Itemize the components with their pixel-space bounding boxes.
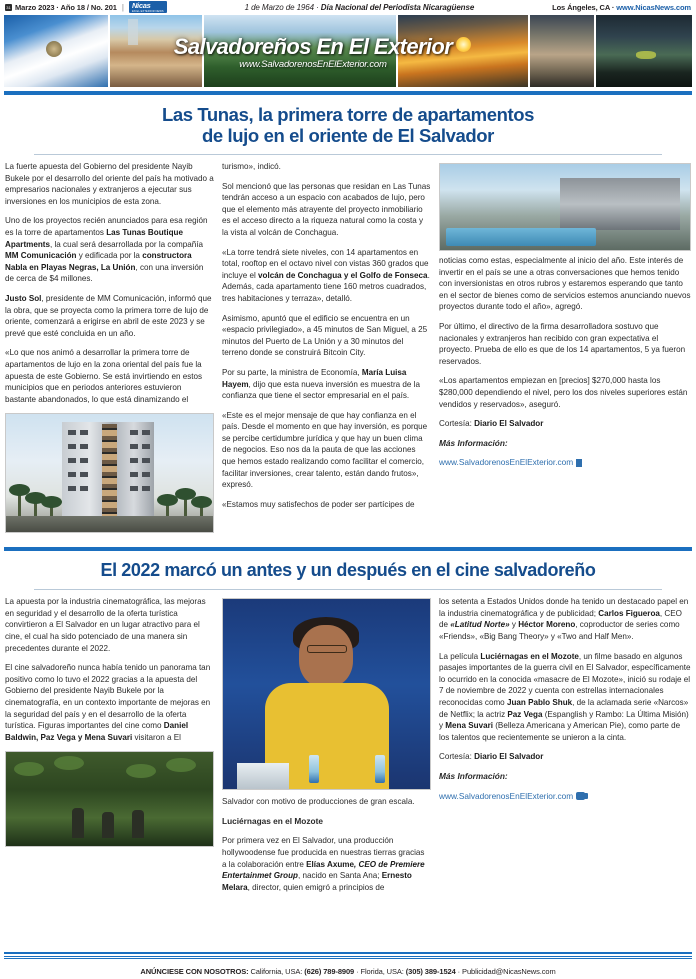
window-shape (130, 430, 138, 435)
a1c1-paragraph-3 (5, 293, 214, 339)
footer-ca-label: California, USA: (248, 967, 305, 976)
footer-rule-thin-2 (4, 958, 692, 959)
heron-bird-photo (596, 15, 692, 87)
a1c1-person-name: Justo Sol (5, 293, 42, 303)
a2c1-paragraph-1: La apuesta por la industria cinematográfica, las mejoras en seguridad y el desarrollo de la oferta turística convirtieron a El Salvador en un lugar atractivo para el cine, el cual ha sido potenciado de una manera sin precedentes durante el 2022. (5, 597, 206, 653)
calendar-icon: 31 (6, 4, 11, 10)
a1c1-p2-a: Uno de los proyectos recién anunciados para esa región es la torre de apartamentos (5, 216, 208, 237)
article2-headline: El 2022 marcó un antes y un después en el cine salvadoreño (100, 560, 596, 581)
a1c1-paragraph-1: La fuerte apuesta del Gobierno del presidente Nayib Bukele por el desarrollo del oriente del país ha motivado a empresarios nacionales y extranjeros a ejecutar sus inversiones en los municipios de esta zona. (5, 162, 214, 206)
a1c1-builder-name: constructora Nabla en Playas Negras, La Unión (5, 251, 192, 272)
a1c2-paragraph-3 (222, 247, 431, 305)
article1-column-3 (439, 161, 691, 541)
a1c1-paragraph-4: «Lo que nos animó a desarrollar la primera torre de apartamentos de lujo en la zona oriental del país fue la apuesta de este Gobierno. Se está invirtiendo en estos municipios que en periodos anteriores estuvieron bastante abandonados, lo que está dinamizando el (5, 348, 203, 404)
a2c3-suvari-name: Mena Suvari (445, 721, 493, 731)
a1c2-paragraph-6: «Este es el mejor mensaje de que hay confianza en el país. Desde el momento en que hay inversión, es porque se percibe certidumbre jurídica y que hay un buen clima de negocios. Eso nos da la pauta de que las acciones que hemos estado realizando como facilitar el comercio, facilitar inversiones, crear talento, están dando frutos», expresó. (222, 410, 428, 490)
nicas-logo[interactable] (129, 1, 167, 13)
footer-rules (0, 952, 696, 960)
a2c3-more-info-label: Más Información: (439, 771, 508, 781)
article2-column-3 (439, 596, 691, 893)
rooftop-pool-render-photo (439, 163, 691, 251)
window-shape (142, 444, 150, 449)
article1-headline-rule (34, 154, 662, 155)
masthead-city: Los Ángeles, CA · (552, 2, 617, 12)
article2-column-1 (5, 596, 214, 893)
a2c3-moreno-name: Héctor Moreno (518, 620, 576, 630)
window-shape (68, 486, 76, 491)
window-shape (80, 486, 88, 491)
a1c3-courtesy-label: Cortesía: (439, 419, 475, 429)
building-shape (560, 178, 680, 230)
a1c1-p2-c: , la cual será desarrollada por la compañía (49, 239, 203, 249)
pool-shape (446, 228, 596, 246)
a2c3-courtesy-source: Diario El Salvador (474, 752, 544, 762)
a2c2-subheading: Luciérnagas en el Mozote (222, 815, 323, 826)
article2-column-2 (222, 596, 431, 893)
external-link-icon (576, 792, 585, 800)
a2c2-p1-d: , director, quien emigró a principios de (247, 882, 385, 892)
a2c3-vega-name: Paz Vega (507, 709, 543, 719)
a1c3-paragraph-2: Por último, el directivo de la firma desarrolladora sostuvo que nacionales y extranjeros han recibido con gran expectativa el proyecto. Prueba de ello es que de los 14 apartamentos, 5 ya fueron reservados. (439, 321, 686, 366)
a2c2-ceo-name: Elías Axume (306, 859, 354, 869)
a1c2-paragraph-4: Asimismo, apuntó que el edificio se encuentra en un «espacio privilegiado», a 45 minutos de San Miguel, a 25 minutos del Puerto de La Unión y a 30 minutos del terreno donde se construirá Bitcoin City. (222, 313, 428, 358)
a2c3-p1-e: , coproductor de series como «Friends», «Big Bang Theory» y «Two and Half Men». (439, 620, 680, 642)
site-banner (0, 15, 696, 87)
window-shape (68, 444, 76, 449)
window-shape (142, 486, 150, 491)
footer-ca-phone[interactable]: (626) 789-8909 (304, 967, 355, 976)
director-interview-photo (222, 598, 431, 790)
el-salvador-flag-photo (4, 15, 108, 87)
a1c2-p5-c: , dijo que esta nueva inversión es muestra de la confianza que tiene el sector empresarial en el país. (222, 379, 420, 401)
window-shape (68, 430, 76, 435)
a2c3-p2-c: , un filme basado en algunos pasajes importantes de la guerra civil en El Salvador, específicamente lo ocurrido en la conocida «masacre de El Mozote», inició su rodaje el 7 de noviembre de 2022 y cuenta con estrellas internacionales reconocidas como (439, 651, 691, 708)
article1-column-1 (5, 161, 214, 541)
banner-title: Salvadoreños En El Exterior (173, 34, 453, 59)
issue-info: Marzo 2023 · Año 18 / No. 201 (15, 2, 117, 12)
foliage-shape (126, 764, 156, 778)
a1c2-paragraph-7: «Estamos muy satisfechos de poder ser partícipes de (222, 499, 415, 509)
footer-email[interactable]: · Publicidad@NicasNews.com (455, 967, 556, 976)
article1-columns (0, 161, 696, 541)
colonial-street-photo (110, 15, 202, 87)
a2c1-actor-names: Daniel Baldwin, Paz Vega y Mena Suvari (5, 721, 189, 742)
a2c3-p2-a: La película (439, 651, 481, 661)
window-shape (130, 472, 138, 477)
masthead-website-link[interactable]: www.NicasNews.com (616, 2, 691, 12)
a2c3-paragraph-2 (439, 651, 691, 744)
window-shape (80, 444, 88, 449)
nicas-logo-sub: EN EL EXTERIOR NEWS (131, 10, 164, 13)
a2c3-courtesy-label: Cortesía: (439, 752, 475, 762)
article1-column-2 (222, 161, 431, 541)
a1c3-link-text[interactable]: www.SalvadorenosEnElExterior.com (439, 457, 574, 468)
article1-headline (0, 95, 696, 152)
a1c2-p3-a: «La torre tendrá siete niveles, con 14 apartamentos en total, rooftop en el octavo nivel con vistas 360 grados que incluye el (222, 247, 429, 280)
footer-sep: · Florida, USA: (354, 967, 406, 976)
footer-cta: ANÚNCIESE CON NOSOTROS: (140, 967, 249, 976)
face-shape (299, 625, 353, 687)
a2c3-p1-d: y (509, 620, 519, 630)
apartment-tower-render-photo (5, 413, 214, 533)
a1c2-paragraph-1: turismo», indicó. (222, 162, 281, 171)
window-shape (80, 472, 88, 477)
a2c3-link-text[interactable]: www.SalvadorenosEnElExterior.com (439, 790, 574, 801)
masthead-bar (0, 0, 696, 15)
footer-advertising-info (0, 967, 696, 976)
a1c1-company-name: MM Comunicación (5, 251, 77, 261)
sunset-fisherman-photo (398, 15, 528, 87)
a2c3-figueroa-name: Carlos Figueroa (598, 608, 660, 618)
a1c3-more-info-link[interactable] (439, 457, 691, 469)
article1-headline-line2: de lujo en el oriente de El Salvador (202, 125, 494, 146)
a2c3-p1-a: los setenta a Estados Unidos donde ha tenido un destacado papel en la industria cinematográfica y de publicidad; (439, 597, 689, 618)
ground-shape (6, 516, 213, 532)
jungle-film-shoot-photo (5, 751, 214, 847)
laptop-shape (237, 763, 289, 789)
a2c2-ceo-title: , CEO de Premiere Entertainmet Group (222, 859, 425, 881)
a1c3-more-info-label: Más Información: (439, 437, 508, 448)
person-shape (102, 812, 114, 838)
foliage-shape (14, 762, 44, 776)
a2c1-p2-a: El cine salvadoreño nunca había tenido un panorama tan positivo como lo tuvo el 2022 gracias a la apuesta del Gobierno del presidente Nayib Bukele por la cinematografía, en un contexto importante de mejoras en la seguridad del país y en el desarrollo de la oferta turística. Figuras importantes del cine como (5, 663, 211, 731)
a2c2-p1-a: Por primera vez en El Salvador, una producción hollywoodense fue producida en nuestras tierras gracias a la colaboración entre (222, 836, 425, 869)
footer-rule-thick (4, 952, 692, 955)
footer-rule-thin-1 (4, 956, 692, 957)
a1c2-paragraph-5 (222, 367, 431, 402)
a2c3-more-info-link[interactable] (439, 791, 691, 803)
a1c1-p2-e: , con una inversión de cerca de $4 millones. (5, 262, 204, 284)
foliage-shape (166, 758, 196, 772)
a2c2-director-name: Ernesto Melara (222, 871, 412, 892)
a1c1-project-name: Las Tunas Boutique Apartments (5, 227, 183, 249)
a2c3-p2-d: , de la aclamada serie «Narcos» de Netflix; la actriz (439, 698, 689, 719)
window-shape (142, 458, 150, 463)
a1c3-paragraph-3: «Los apartamentos empiezan en [precios] $270,000 hasta los $280,000 dependiendo el nivel, pero los dos niveles superiores están vendidos y reservados», aseguró. (439, 376, 688, 409)
article1-headline-line1: Las Tunas, la primera torre de apartamentos (161, 104, 535, 125)
a1c1-paragraph-2 (5, 215, 214, 285)
a2c2-p1-c: , nacido en Santa Ana; (298, 871, 382, 881)
water-bottle-shape (309, 755, 319, 783)
monument-tower-photo (530, 15, 594, 87)
a2c3-paragraph-1 (439, 596, 691, 642)
window-shape (142, 472, 150, 477)
a2c3-company-latitud: «Latitud Norte» (450, 620, 510, 630)
nicas-logo-name: Nicas (131, 1, 151, 10)
foliage-shape (54, 756, 84, 770)
person-shape (72, 808, 84, 838)
window-shape (130, 444, 138, 449)
window-shape (130, 458, 138, 463)
glasses-shape (307, 645, 347, 653)
a2c3-courtesy (439, 751, 691, 763)
a1c3-courtesy-source: Diario El Salvador (474, 419, 544, 429)
masthead-right (552, 3, 691, 12)
article2-columns (0, 596, 696, 893)
a2c3-p2-e: (Espanglish y Rambo: La Última Misión) y (439, 709, 689, 731)
masthead-event: Día Nacional del Periodista Nicaragüense (320, 2, 475, 12)
a2c2-photo-caption: Salvador con motivo de producciones de gran escala. (222, 797, 415, 807)
a1c2-minister-name: María Luisa Hayem (222, 367, 407, 389)
a1c3-courtesy (439, 418, 691, 430)
a2c3-p1-c: , CEO de (439, 608, 682, 630)
external-link-icon (576, 459, 582, 467)
window-shape (142, 430, 150, 435)
window-shape (80, 458, 88, 463)
masthead-center (167, 3, 552, 12)
a2c3-film-title: Luciérnagas en el Mozote (480, 651, 579, 661)
water-bottle-shape (375, 755, 385, 783)
footer-fl-phone[interactable]: (305) 389-1524 (405, 967, 456, 976)
a2c2-paragraph-1 (222, 835, 431, 893)
masthead-left (5, 1, 167, 13)
person-shape (132, 810, 144, 838)
window-shape (80, 430, 88, 435)
window-shape (68, 458, 76, 463)
a1c2-paragraph-2: Sol mencionó que las personas que residan en Las Tunas tendrán acceso a un espacio con acabados de lujo, pero que el elemento más atrayente del proyecto inmobiliario es el acceso directo a la riqueza natural como la costa y la vista al volcán de Conchagua. (222, 181, 431, 237)
a1c2-landmark-name: volcán de Conchagua y el Golfo de Fonseca (258, 270, 428, 280)
article2-headline-rule (34, 589, 662, 590)
green-mountains-photo (204, 15, 396, 87)
a1c2-p3-c: . Además, cada apartamento tiene 160 metros cuadrados, tres habitaciones y terraza», detalló. (222, 270, 430, 303)
a2c1-paragraph-2 (5, 662, 214, 743)
window-shape (68, 472, 76, 477)
a2c3-shuk-name: Juan Pablo Shuk (506, 698, 573, 708)
masthead-divider: | (121, 2, 124, 12)
a2c1-p2-c: visitaron a El (132, 732, 181, 742)
a1c3-paragraph-1: noticias como estas, especialmente al inicio del año. Este interés de invertir en el país se une a otras conversaciones que hemos tenido con inversionistas en otros rubros y estaremos esperando que tanto en el sector de bienes como de servicios estemos anunciando nuevos proyectos durante todo el año», agregó. (439, 256, 691, 312)
masthead-date: 1 de Marzo de 1964 · (244, 2, 321, 12)
a1c2-p5-a: Por su parte, la ministra de Economía, (222, 367, 362, 377)
a2c3-p2-f: (Belleza Americana y American Pie), como parte de los talentos que recientemente se unieron a la cinta. (439, 721, 681, 742)
a1c1-p3-rest: , presidente de MM Comunicación, informó que la obra, que se proyecta como la primera torre de lujo de oriente, comenzará a erigirse en abril de este 2023 y se prevé que esté concluida en un año. (5, 293, 212, 338)
window-shape (130, 486, 138, 491)
a1c1-p2-d: y edificada por la (76, 251, 143, 261)
banner-website-url: www.SalvadorenosEnElExterior.com (239, 59, 387, 70)
